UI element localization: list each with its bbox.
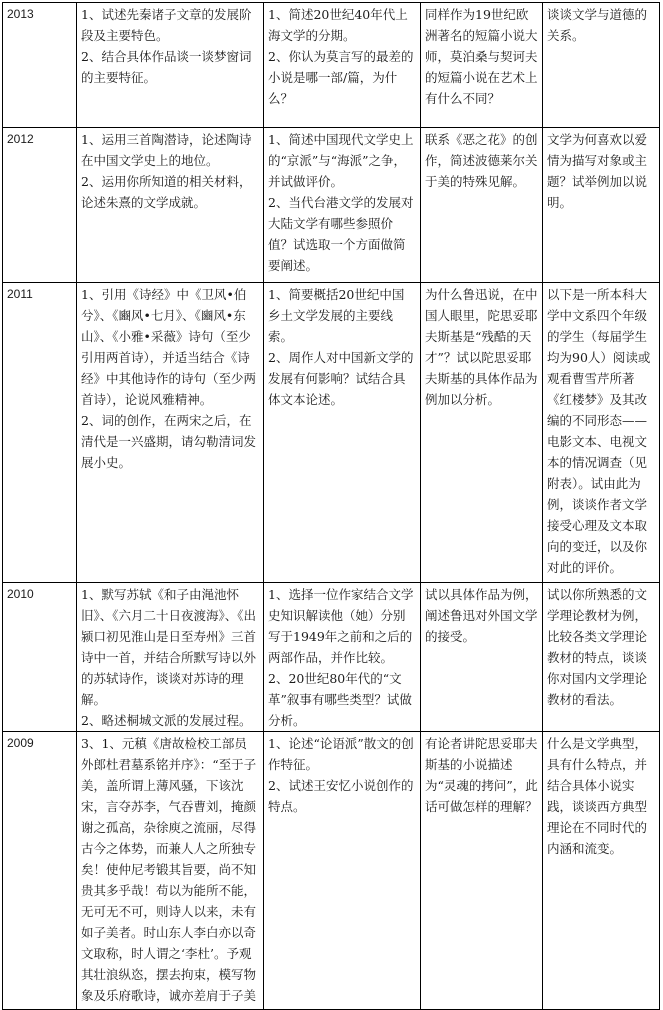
- question-text: 1、默写苏轼《和子由渑池怀旧》、《六月二十日夜渡海》、《出颍口初见淮山是日至寿州》三首诗中一首，并结合所默写诗以外的苏轼诗作，谈谈对苏诗的理解。: [81, 587, 257, 707]
- question-text: 1、试述先秦诸子文章的发展阶段及主要特色。: [81, 7, 252, 43]
- classical-literature-cell: [77, 583, 264, 732]
- question-text: 2、词的创作，在两宋之后，在清代是一兴盛期，请勾勒清词发展小史。: [81, 413, 257, 470]
- foreign-literature-cell: [421, 128, 543, 283]
- year-cell: 2013: [3, 3, 77, 128]
- question-text: 文学为何喜欢以爱情为描写对象或主题？试举例加以说明。: [547, 132, 648, 210]
- year-cell: 2012: [3, 128, 77, 283]
- literary-theory-cell: [543, 283, 660, 583]
- modern-literature-cell: [264, 128, 421, 283]
- modern-literature-cell: [264, 3, 421, 128]
- question-text: 2、略述桐城文派的发展过程。: [81, 713, 252, 728]
- year-cell: 2010: [3, 583, 77, 732]
- literary-theory-cell: [543, 128, 660, 283]
- question-text: 什么是文学典型，具有什么特点，并结合具体小说实践，谈谈西方典型理论在不同时代的内涵和流变。: [547, 736, 648, 856]
- question-text: 1、引用《诗经》中《卫风•伯兮》、《豳风•七月》、《豳风•东山》、《小雅•采薇》诗句（至少引用两首诗），并适当结合《诗经》中其他诗作的诗句（至少两首诗），论说风雅精神。: [81, 287, 257, 407]
- question-text: 1、选择一位作家结合文学史知识解读他（她）分别写于1949年之前和之后的两部作品，并作比较。: [268, 587, 414, 665]
- question-text: 有论者讲陀思妥耶夫斯基的小说描述为“灵魂的拷问”，此话可做怎样的理解？: [425, 736, 538, 814]
- question-text: 试以具体作品为例，阐述鲁迅对外国文学的接受。: [425, 587, 538, 644]
- question-text: 联系《恶之花》的创作，简述波德莱尔关于美的特殊见解。: [425, 132, 538, 189]
- question-text: 同样作为19世纪欧洲著名的短篇小说大师，莫泊桑与契诃夫的短篇小说在艺术上有什么不同？: [425, 7, 538, 106]
- modern-literature-cell: [264, 732, 421, 1010]
- question-text: 1、简述20世纪40年代上海文学的分期。: [268, 7, 408, 43]
- year-cell: 2011: [3, 283, 77, 583]
- literary-theory-cell: [543, 583, 660, 732]
- table-row: [3, 283, 660, 583]
- classical-literature-cell: [77, 128, 264, 283]
- foreign-literature-cell: [421, 732, 543, 1010]
- question-text: 2、结合具体作品谈一谈梦窗词的主要特征。: [81, 49, 252, 85]
- table-row: [3, 732, 660, 1010]
- foreign-literature-cell: [421, 283, 543, 583]
- question-text: 试以你所熟悉的文学理论教材为例，比较各类文学理论教材的特点，谈谈你对国内文学理论教材的看法。: [547, 587, 648, 707]
- question-text: 2、周作人对中国新文学的发展有何影响？试结合具体文本论述。: [268, 350, 414, 407]
- question-text: 谈谈文学与道德的关系。: [547, 7, 648, 43]
- literary-theory-cell: [543, 732, 660, 1010]
- table-row: [3, 583, 660, 732]
- question-text: 3、1、元稹《唐故检校工部员外郎杜君墓系铭并序》：“至于子美，盖所谓上薄风骚，下该沈宋，言夺苏李，气吞曹刘，掩颜谢之孤高，杂徐庾之流丽，尽得古今之体势，而兼人人之所独专矣！使仲尼考锻其旨要，尚不知贵其多乎哉！苟以为能所不能，无可无不可，则诗人以来，未有如子美者。时山东人李白亦以奇文取称，时人谓之‘李杜’。予观其壮浪纵恣，摆去拘束，模写物象及乐府歌诗，诚亦差肩于子美: [81, 736, 257, 1003]
- modern-literature-cell: [264, 283, 421, 583]
- table-row: [3, 128, 660, 283]
- year-cell: 2009: [3, 732, 77, 1010]
- classical-literature-cell: [77, 732, 264, 1010]
- question-text: 2、当代台港文学的发展对大陆文学有哪些参照价值？试选取一个方面做简要阐述。: [268, 195, 414, 273]
- question-text: 2、你认为莫言写的最差的小说是哪一部/篇，为什么？: [268, 49, 414, 106]
- question-text: 为什么鲁迅说，在中国人眼里，陀思妥耶夫斯基是“残酷的天才”？试以陀思妥耶夫斯基的具体作品为例加以分析。: [425, 287, 538, 407]
- question-text: 1、运用三首陶潜诗，论述陶诗在中国文学史上的地位。: [81, 132, 252, 168]
- exam-questions-table: [2, 2, 660, 1010]
- literary-theory-cell: [543, 3, 660, 128]
- question-text: 1、论述“论语派”散文的创作特征。: [268, 736, 414, 772]
- classical-literature-cell: [77, 3, 264, 128]
- question-text: 2、试述王安忆小说创作的特点。: [268, 778, 414, 814]
- question-text: 1、简要概括20世纪中国乡土文学发展的主要线索。: [268, 287, 405, 344]
- modern-literature-cell: [264, 583, 421, 732]
- foreign-literature-cell: [421, 583, 543, 732]
- table-row: [3, 3, 660, 128]
- question-text: 2、运用你所知道的相关材料，论述朱熹的文学成就。: [81, 174, 252, 210]
- foreign-literature-cell: [421, 3, 543, 128]
- question-text: 以下是一所本科大学中文系四个年级的学生（每届学生均为90人）阅读或观看曹雪芹所著《红楼梦》及其改编的不同形态——电影文本、电视文本的情况调查（见附表）。试由此为例，谈谈作者文学接受心理及文本取向的变迁，以及你对此的评价。: [547, 287, 651, 575]
- question-text: 2、20世纪80年代的“文革”叙事有哪些类型？试做分析。: [268, 671, 412, 728]
- classical-literature-cell: [77, 283, 264, 583]
- question-text: 1、简述中国现代文学史上的“京派”与“海派”之争，并试做评价。: [268, 132, 414, 189]
